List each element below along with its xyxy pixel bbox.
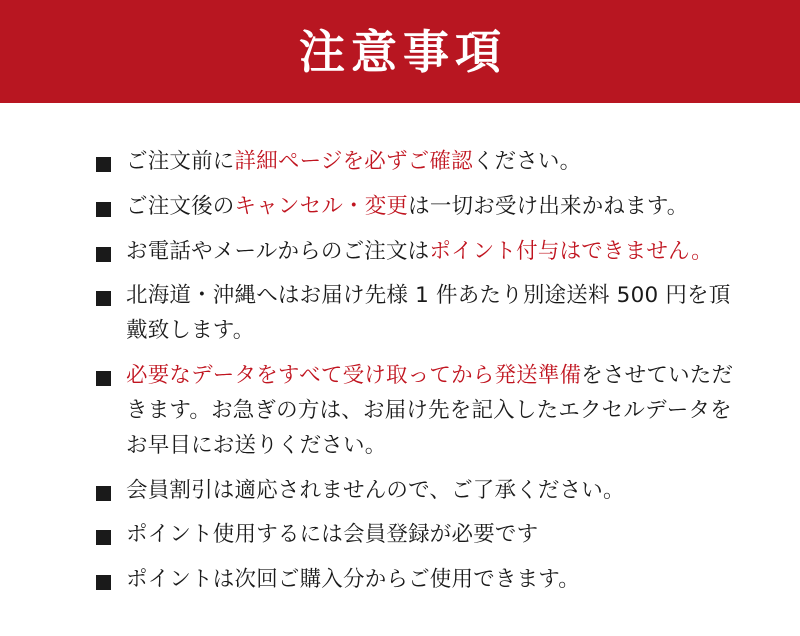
- square-bullet-icon: [96, 371, 111, 386]
- page-title: 注意事項: [299, 24, 507, 79]
- note-text-segment: ご注文後の: [126, 193, 235, 219]
- note-no-member-discount: [96, 474, 744, 509]
- note-point-use-requires-registration: [96, 518, 744, 553]
- note-hokkaido-okinawa-shipping: [96, 279, 744, 349]
- note-points-next-purchase: [96, 563, 744, 598]
- square-bullet-icon: [96, 530, 111, 545]
- note-order-check-detail-page: [96, 145, 744, 180]
- note-data-required-before-shipping: [96, 359, 744, 463]
- note-text-segment: 必要なデータをすべて受け取ってから発送準備: [126, 363, 582, 389]
- page-banner: [0, 0, 800, 103]
- note-text-segment: 北海道・沖縄へはお届け先様 1 件あたり別途送料 500 円を頂戴致します。: [126, 283, 731, 344]
- note-text-segment: は一切お受け出来かねます。: [408, 193, 689, 219]
- notes-list: [0, 103, 800, 598]
- note-text-segment: をさせていただきます。お急ぎの方は、お届け先を記入したエクセルデータをお早目にお送りください。: [126, 363, 734, 458]
- square-bullet-icon: [96, 291, 111, 306]
- note-text-segment: ください。: [472, 149, 582, 174]
- note-no-cancel-change: [96, 190, 744, 225]
- note-phone-mail-no-points: [96, 235, 744, 270]
- square-bullet-icon: [96, 575, 111, 590]
- note-text-segment: 詳細ページを必ずご確認: [234, 149, 473, 174]
- square-bullet-icon: [96, 247, 111, 262]
- note-text-segment: キャンセル・変更: [234, 193, 409, 219]
- note-text-segment: ポイント使用するには会員登録が必要です: [126, 522, 539, 548]
- note-text-segment: ポイント付与はできません。: [429, 238, 713, 264]
- square-bullet-icon: [96, 202, 111, 217]
- note-text-segment: 会員割引は適応されませんので、ご了承ください。: [126, 477, 625, 503]
- note-text-segment: お電話やメールからのご注文は: [126, 238, 430, 264]
- square-bullet-icon: [96, 486, 111, 501]
- note-text-segment: ご注文前に: [126, 149, 235, 174]
- square-bullet-icon: [96, 157, 111, 172]
- note-text-segment: ポイントは次回ご購入分からご使用できます。: [126, 567, 580, 593]
